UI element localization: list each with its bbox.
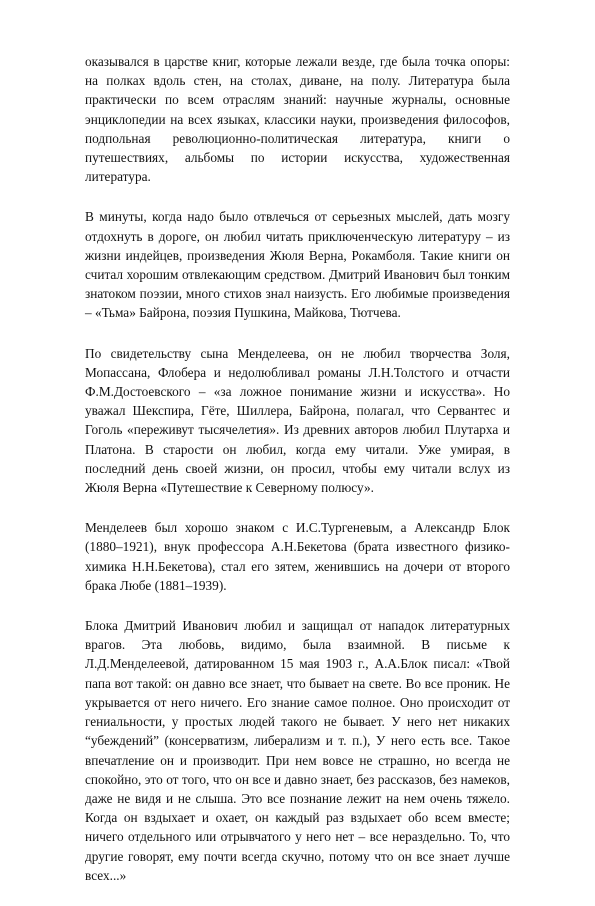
document-page — [85, 52, 510, 906]
paragraph-acquaintances: Менделеев был хорошо знаком с И.С.Тургеневым, а Александр Блок (1880–1921), внук профессора А.Н.Бекетова (брата известного физико-химика Н.Н.Бекетова), стал его зятем, женившись на дочери от второго брака Любе (1881–1939). — [85, 520, 510, 593]
paragraph-library-description: оказывался в царстве книг, которые лежали везде, где была точка опоры: на полках вдоль стен, на столах, диване, на полу. Литература была практически по всем отраслям знаний: научные журналы, основные энциклопедии на всех языках, классики науки, произведения философов, подпольная революционно-политическая литература, книги о путешествиях, альбомы по истории искусства, художественная литература. — [85, 54, 510, 185]
paragraph-adventure-reading: В минуты, когда надо было отвлечься от серьезных мыслей, дать мозгу отдохнуть в дороге, он любил читать приключенческую литературу – из жизни индейцев, произведения Жюля Верна, Рокамболя. Такие книги он считал хорошим отвлекающим средством. Дмитрий Иванович был тонким знатоком поэзии, много стихов знал наизусть. Его любимые произведения – «Тьма» Байрона, поэзия Пушкина, Майкова, Тютчева. — [85, 209, 510, 321]
paragraph-blok-letter: Блока Дмитрий Иванович любил и защищал от нападок литературных врагов. Эта любовь, видимо, была взаимной. В письме к Л.Д.Менделеевой, датированном 15 мая 1903 г., А.А.Блок писал: «Твой папа вот такой: он давно все знает, что бывает на свете. Во все проник. Не укрывается от него ничего. Его знание самое полное. Оно происходит от гениальности, у простых людей такого не бывает. У него нет никаких “убеждений” (консерватизм, либерализм и т. п.), У него есть все. Такое впечатление он и производит. При нем вовсе не страшно, но всегда не спокойно, это от того, что он все и давно знает, без рассказов, без намеков, даже не видя и не слыша. Это все познание лежит на нем очень тяжело. Когда он вздыхает и охает, он каждый раз вздыхает обо всем вместе; ничего отдельного или отрывчатого у него нет – все нераздельно. То, что другие говорят, ему почти всегда скучно, потому что он все знает лучше всех...» — [85, 618, 510, 883]
paragraph-literary-preferences: По свидетельству сына Менделеева, он не любил творчества Золя, Мопассана, Флобера и недолюбливал романы Л.Н.Толстого и отчасти Ф.М.Достоевского – «за ложное понимание жизни и искусства». Но уважал Шекспира, Гёте, Шиллера, Байрона, полагал, что Сервантес и Гоголь «переживут тысячелетия». Из древних авторов любил Плутарха и Платона. В старости он любил, когда ему читали. Уже умирая, в последний день своей жизни, он просил, чтобы ему читали вслух из Жюля Верна «Путешествие к Северному полюсу». — [85, 345, 510, 496]
